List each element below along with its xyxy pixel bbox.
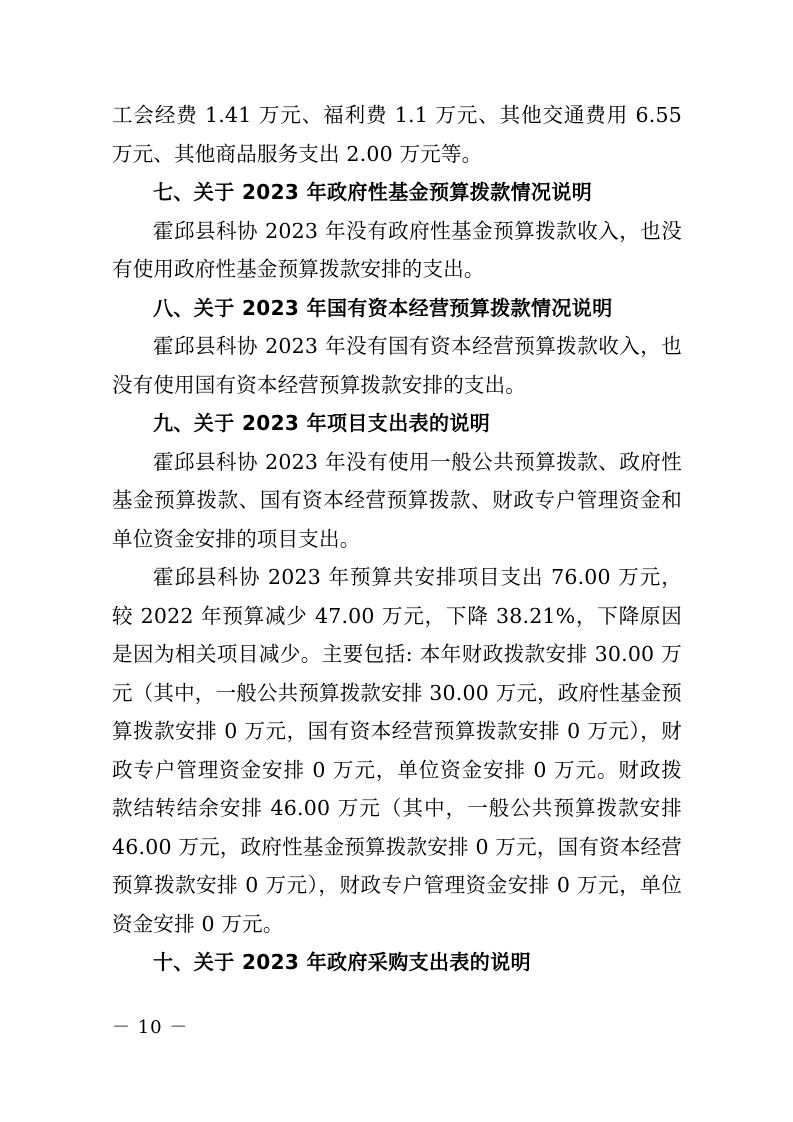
section-heading-eight: 八、关于 2023 年国有资本经营预算拨款情况说明 — [153, 295, 613, 320]
paragraph-continued-union-fees: 工会经费 1.41 万元、福利费 1.1 万元、其他交通费用 6.55 万元、其他商品服务支出 2.00 万元等。 — [112, 103, 682, 166]
document-body — [112, 96, 682, 982]
section-heading-seven: 七、关于 2023 年政府性基金预算拨款情况说明 — [153, 180, 593, 204]
paragraph-project-expenditure-none: 霍邱县科协 2023 年没有使用一般公共预算拨款、政府性基金预算拨款、国有资本经营预算拨款、财政专户管理资金和单位资金安排的项目支出。 — [112, 449, 682, 551]
section-heading-nine: 九、关于 2023 年项目支出表的说明 — [153, 411, 491, 435]
page-number: － 10 － — [112, 1017, 189, 1038]
paragraph-state-capital-budget: 霍邱县科协 2023 年没有国有资本经营预算拨款收入，也没有使用国有资本经营预算拨款安排的支出。 — [112, 334, 682, 397]
section-heading-ten: 十、关于 2023 年政府采购支出表的说明 — [153, 950, 531, 974]
paragraph-government-fund-budget: 霍邱县科协 2023 年没有政府性基金预算拨款收入，也没有使用政府性基金预算拨款安排的支出。 — [112, 218, 682, 281]
paragraph-project-expenditure-detail: 霍邱县科协 2023 年预算共安排项目支出 76.00 万元，较 2022 年预算减少 47.00 万元，下降 38.21%，下降原因是因为相关项目减少。主要包括: 本年财政拨款安排 30.00 万元（其中，一般公共预算拨款安排 30.00 万元，政府性基金预算拨款安排 0 万元，国有资本经营预算拨款安排 0 万元），财政专户管理资金安排 0 万元，单位资金安排 0 万元。财政拨款结转结余安排 46.00 万元（其中，一般公共预算拨款安排 46.00 万元，政府性基金预算拨款安排 0 万元，国有资本经营预算拨款安排 0 万元），财政专户管理资金安排 0 万元，单位资金安排 0 万元。 — [112, 565, 682, 936]
